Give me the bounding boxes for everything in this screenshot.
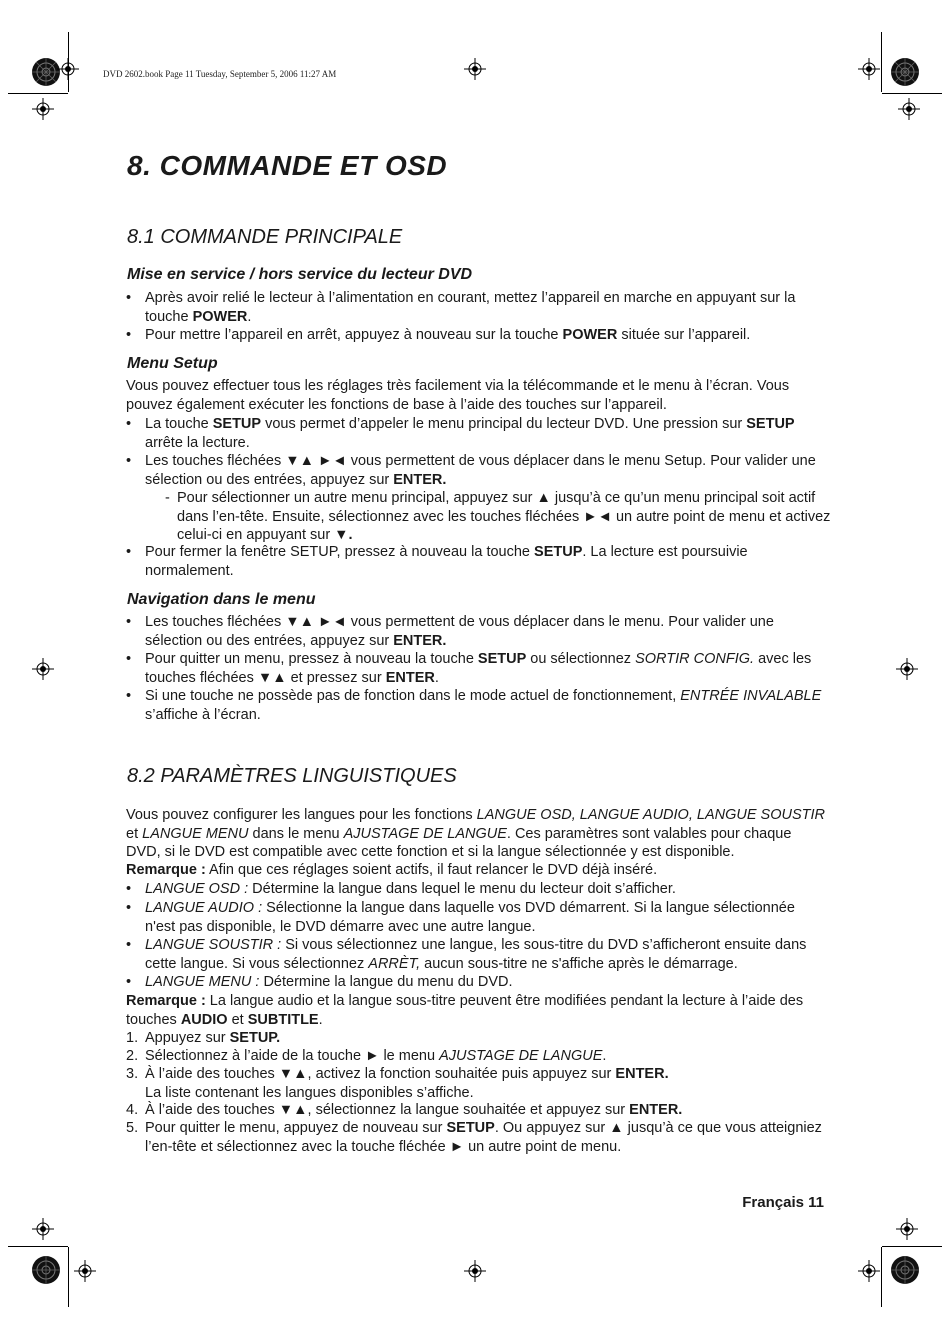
bullet: • [126,937,132,953]
list-item: • LANGUE SOUSTIR : Si vous sélectionnez une langue, les sous-titre du DVD s’afficheront ensuite dans cette langue. Si vous sélectionnez ARRÈT, aucun sous-titre ne s'affiche après le démarrage. [126,937,807,972]
list-item: • Pour fermer la fenêtre SETUP, pressez à nouveau la touche SETUP. La lecture est poursuivie normalement. [126,544,748,579]
step-item: 3. À l’aide des touches ▼▲, activez la fonction souhaitée puis appuyez sur ENTER. La liste contenant les langues disponibles s’affiche. [126,1066,669,1101]
crosshair-icon [74,1260,96,1287]
list-item: • Les touches fléchées ▼▲ ►◄ vous permettent de vous déplacer dans le menu Setup. Pour valider une sélection ou des entrées, appuyez sur ENTER. [126,453,816,488]
page-footer: Français 11 [742,1194,824,1211]
sub-list-item: - Pour sélectionner un autre menu principal, appuyez sur ▲ jusqu’à ce qu’un menu principal soit actif dans l’en-tête. Ensuite, sélectionnez avec les touches fléchées ►◄ un autre point de menu et activez celui-ci en appuyant sur ▼. [165,490,831,543]
crosshair-icon [896,658,918,685]
crop-mark [8,1246,68,1247]
bullet: • [126,900,132,916]
step-item: 4. À l’aide des touches ▼▲, sélectionnez la langue souhaitée et appuyez sur ENTER. [126,1102,683,1118]
list-item: • Si une touche ne possède pas de fonction dans le mode actuel de fonctionnement, ENTRÉE INVALABLE s’affiche à l’écran. [126,688,822,723]
list-item: • Pour mettre l’appareil en arrêt, appuyez à nouveau sur la touche POWER située sur l’appareil. [126,327,751,343]
bullet: • [126,453,132,469]
crosshair-icon [57,58,79,85]
bullet: • [126,544,132,560]
crop-mark [881,1247,882,1307]
list-item: • LANGUE MENU : Détermine la langue du menu du DVD. [126,974,513,990]
crosshair-icon [32,98,54,125]
crop-mark [881,32,882,92]
paragraph: Vous pouvez effectuer tous les réglages très facilement via la télécommande et le menu à l’écran. Vous pouvez également exécuter les fonctions de base à l’aide des touches sur l’appareil. [126,378,790,413]
list-item: • LANGUE OSD : Détermine la langue dans lequel le menu du lecteur doit s’afficher. [126,881,676,897]
crosshair-icon [32,1218,54,1245]
crosshair-icon [896,1218,918,1245]
crosshair-icon [858,58,880,85]
list-item: • LANGUE AUDIO : Sélectionne la langue dans laquelle vos DVD démarrent. Si la langue sélectionnée n'est pas disponible, le DVD démarre avec une autre langue. [126,900,795,935]
subsection-title: Navigation dans le menu [127,591,316,608]
list-item: • Les touches fléchées ▼▲ ►◄ vous permettent de vous déplacer dans le menu. Pour valider une sélection ou des entrées, appuyez sur ENTER. [126,614,774,649]
step-item: 1. Appuyez sur SETUP. [126,1030,281,1046]
subsection-title: Mise en service / hors service du lecteur DVD [127,266,473,283]
bullet: • [126,290,132,306]
registration-target-icon [890,57,920,92]
crosshair-icon [898,98,920,125]
crosshair-icon [464,1260,486,1287]
bullet: • [126,881,132,897]
list-item: • Après avoir relié le lecteur à l’alimentation en courant, mettez l’appareil en marche en appuyant sur la touche POWER. [126,290,796,325]
crop-mark [882,1246,942,1247]
crosshair-icon [32,658,54,685]
bullet: • [126,974,132,990]
section-title: 8.2 PARAMÈTRES LINGUISTIQUES [127,765,457,787]
crosshair-icon [464,58,486,85]
bullet: • [126,614,132,630]
print-header: DVD 2602.book Page 11 Tuesday, September 5, 2006 11:27 AM [103,69,337,79]
dash: - [165,490,170,506]
subsection-title: Menu Setup [127,355,218,372]
note: Remarque : La langue audio et la langue sous-titre peuvent être modifiées pendant la lecture à l’aide des touches AUDIO et SUBTITLE. [126,993,804,1028]
note: Remarque : Afin que ces réglages soient actifs, il faut relancer le DVD déjà inséré. [126,862,658,878]
step-item: 2. Sélectionnez à l’aide de la touche ► le menu AJUSTAGE DE LANGUE. [126,1048,607,1064]
bullet: • [126,327,132,343]
crop-mark [68,1247,69,1307]
paragraph: Vous pouvez configurer les langues pour les fonctions LANGUE OSD, LANGUE AUDIO, LANGUE SOUSTIR et LANGUE MENU dans le menu AJUSTAGE DE LANGUE. Ces paramètres sont valables pour chaque DVD, si le DVD est compatible avec cette fonction et si la langue sélectionnée y est disponible. [126,807,825,860]
crosshair-icon [858,1260,880,1287]
registration-target-icon [31,1255,61,1290]
list-item: • La touche SETUP vous permet d’appeler le menu principal du lecteur DVD. Une pression sur SETUP arrête la lecture. [126,416,795,451]
bullet: • [126,651,132,667]
section-title: 8.1 COMMANDE PRINCIPALE [127,226,403,248]
bullet: • [126,688,132,704]
step-item: 5. Pour quitter le menu, appuyez de nouveau sur SETUP. Ou appuyez sur ▲ jusqu’à ce que vous atteigniez l’en-tête et sélectionnez avec la touche fléchée ► un autre point de menu. [126,1120,822,1155]
bullet: • [126,416,132,432]
crop-mark [8,93,68,94]
crop-mark [882,93,942,94]
registration-target-icon [890,1255,920,1290]
chapter-title: 8. COMMANDE ET OSD [127,150,448,181]
list-item: • Pour quitter un menu, pressez à nouveau la touche SETUP ou sélectionnez SORTIR CONFIG. avec les touches fléchées ▼▲ et pressez sur ENTER. [126,651,812,686]
